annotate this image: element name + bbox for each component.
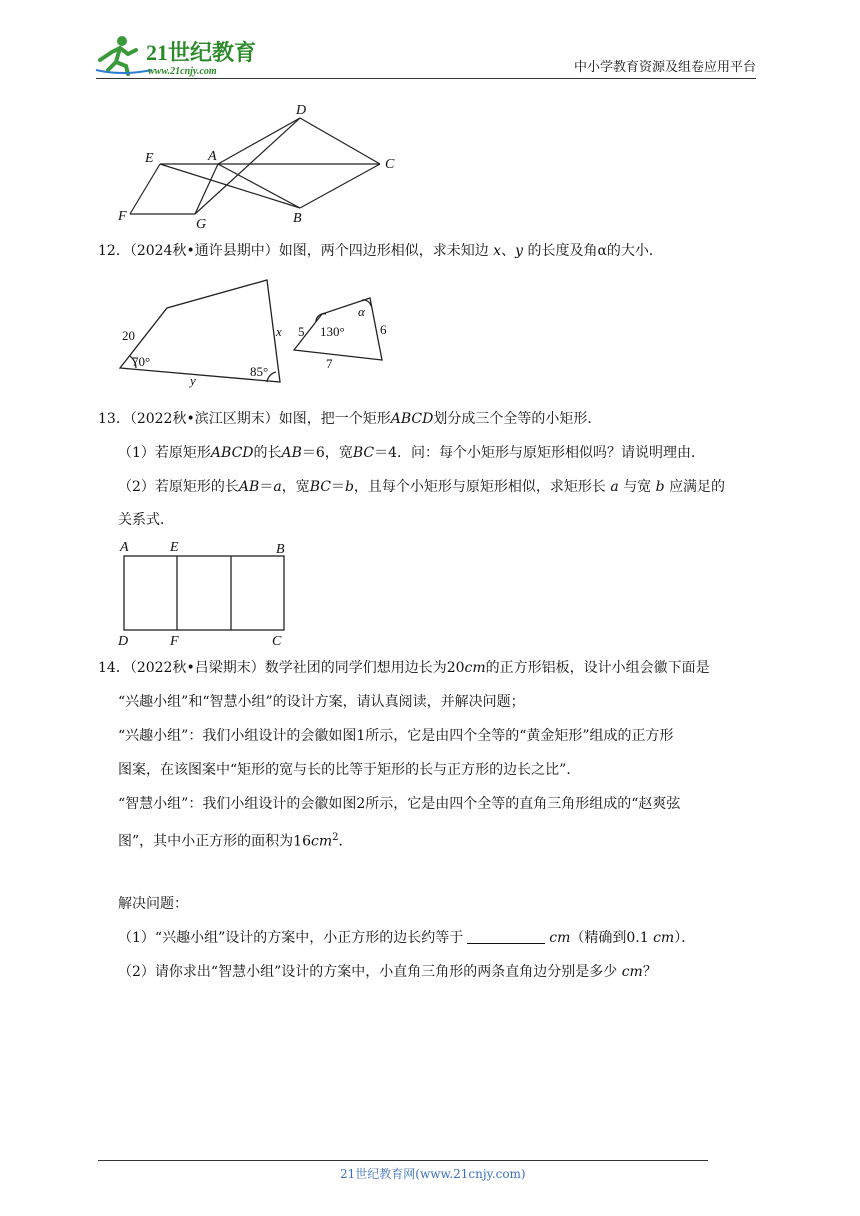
q13-sub2-a-var2: a — [610, 479, 619, 495]
q14-line6-a: 图”，其中小正方形的面积为16 — [118, 833, 311, 850]
q14-sub1-c: ）． — [674, 930, 696, 946]
q14-line6-cm: cm — [310, 833, 333, 850]
figure-12 — [112, 272, 412, 388]
fig12-side-20: 20 — [122, 328, 135, 343]
fig12-angle-70: 70° — [132, 354, 151, 369]
fig13-label-B: B — [276, 542, 285, 557]
q13-sub2-b: ＝ — [259, 479, 274, 495]
q14-line-4: 图案，在该图案中“矩形的宽与长的比等于矩形的长与正方形的边长之比”． — [118, 762, 581, 778]
logo-text: 21世纪教育 — [146, 40, 257, 65]
q14-sub1-b: （精确到0.1 — [570, 930, 649, 946]
q13-sub2-ab: AB — [238, 479, 260, 495]
q13-sub1-ab: AB — [281, 445, 302, 461]
q14-sub1-cm2: cm — [653, 930, 675, 946]
header-divider — [96, 78, 756, 79]
q14-part-1 — [118, 928, 695, 948]
q14-line-2: “兴趣小组”和“智慧小组”的设计方案，请认真阅读，并解决问题； — [118, 694, 525, 710]
q14-sub2-b: ？ — [642, 964, 657, 980]
q13-sub2-c: ，宽 — [281, 479, 310, 495]
q14-line1-a: 数学社团的同学们想用边长为20 — [264, 660, 465, 676]
logo-url: www.21cnjy.com — [148, 66, 217, 77]
q12-text-b: 的长度及角α的大小． — [527, 243, 663, 259]
fig13-label-F: F — [170, 634, 179, 648]
logo — [92, 32, 272, 78]
q14-sub1-a: （1）“兴趣小组”设计的方案中，小正方形的边长约等于 — [118, 930, 464, 946]
footer-text: 21世纪教育网(www.21cnjy.com) — [340, 1167, 526, 1181]
q14-sub2-cm: cm — [621, 964, 643, 980]
q14-source: （2022秋•吕梁期末） — [129, 660, 265, 676]
q13-sub2-bc: BC — [309, 479, 331, 495]
q13-sub2-a-var: a — [273, 479, 282, 495]
q14-cm: cm — [464, 660, 486, 676]
fig12-side-7: 7 — [326, 356, 333, 371]
fig12-alpha: α — [358, 304, 365, 319]
label-D: D — [296, 103, 307, 118]
fig13-label-A: A — [120, 540, 129, 555]
fig12-side-y: y — [190, 373, 196, 388]
question-12 — [98, 241, 663, 261]
q14-part-2 — [118, 962, 657, 982]
label-C: C — [385, 157, 395, 172]
q14-line6-b: ． — [338, 833, 353, 850]
platform-name: 中小学教育资源及组卷应用平台 — [574, 60, 757, 75]
label-A: A — [208, 149, 217, 164]
fig13-label-C: C — [272, 634, 282, 648]
fig12-angle-85: 85° — [250, 364, 269, 379]
q14-solve-heading: 解决问题： — [118, 896, 188, 912]
q12-text: 如图，两个四边形相似，求未知边 — [278, 243, 489, 259]
q12-sep: 、 — [501, 243, 516, 259]
fig13-label-E: E — [170, 540, 179, 555]
fig12-angle-130: 130° — [320, 324, 345, 339]
q13-text-a: 如图，把一个矩形 — [278, 411, 391, 427]
q13-sub2-b-var2: b — [655, 479, 665, 495]
footer-divider — [98, 1160, 708, 1161]
q14-number: 14． — [98, 660, 130, 676]
q12-number: 12． — [98, 243, 130, 259]
figure-13 — [112, 536, 302, 648]
q13-sub2-g: 应满足的 — [669, 479, 726, 495]
question-14 — [98, 658, 710, 678]
q13-sub1-bc: BC — [352, 445, 375, 461]
fig13-label-D: D — [118, 634, 129, 648]
question-13 — [98, 409, 601, 429]
q13-text-b: 划分成三个全等的小矩形． — [433, 411, 602, 427]
label-E: E — [145, 151, 154, 166]
answer-blank[interactable] — [467, 929, 545, 944]
q14-line1-b: 的正方形铝板，设计小组会徽下面是 — [485, 660, 710, 676]
figure-11 — [110, 98, 420, 233]
q12-source: （2024秋•通许县期中） — [129, 243, 279, 259]
q13-sub1-a: （1）若原矩形 — [118, 445, 211, 461]
q13-sub1-d: ＝4．问：每个小矩形与原矩形相似吗？请说明理由． — [374, 445, 706, 461]
q14-line-3: “兴趣小组”：我们小组设计的会徽如图1所示，它是由四个全等的“黄金矩形”组成的正方形 — [118, 728, 674, 744]
question-13-part-2 — [118, 477, 725, 497]
label-F: F — [118, 209, 127, 224]
fig12-side-5: 5 — [298, 324, 305, 339]
question-13-part-1 — [118, 443, 705, 463]
q13-sub2-b-var: b — [344, 479, 354, 495]
q14-line-6 — [118, 828, 352, 852]
q13-source: （2022秋•滨江区期末） — [129, 411, 279, 427]
q13-sub1-c: ＝6，宽 — [301, 445, 353, 461]
q13-sub2-e: ，且每个小矩形与原矩形相似，求矩形长 — [353, 479, 606, 495]
q13-abcd: ABCD — [390, 411, 434, 427]
q13-sub2-d: ＝ — [330, 479, 345, 495]
q13-sub1-abcd: ABCD — [210, 445, 254, 461]
q13-sub1-b: 的长 — [253, 445, 282, 461]
q13-sub2-f: 与宽 — [623, 479, 652, 495]
label-B: B — [293, 211, 302, 226]
q12-var-y: y — [515, 243, 523, 259]
q12-var-x: x — [493, 243, 502, 259]
fig12-side-6: 6 — [380, 322, 387, 337]
fig12-side-x: x — [276, 324, 282, 339]
q14-line6-sup: 2 — [332, 832, 339, 843]
q14-line-5: “智慧小组”：我们小组设计的会徽如图2所示，它是由四个全等的直角三角形组成的“赵爽弦 — [118, 796, 681, 812]
label-G: G — [196, 217, 207, 232]
q13-number: 13． — [98, 411, 130, 427]
q13-sub2-a: （2）若原矩形的长 — [118, 479, 239, 495]
q14-sub1-cm: cm — [549, 930, 571, 946]
q14-sub2-a: （2）请你求出“智慧小组”设计的方案中，小直角三角形的两条直角边分别是多少 — [118, 964, 618, 980]
runner-icon — [96, 36, 152, 74]
question-13-part-2-line2: 关系式． — [118, 512, 174, 528]
